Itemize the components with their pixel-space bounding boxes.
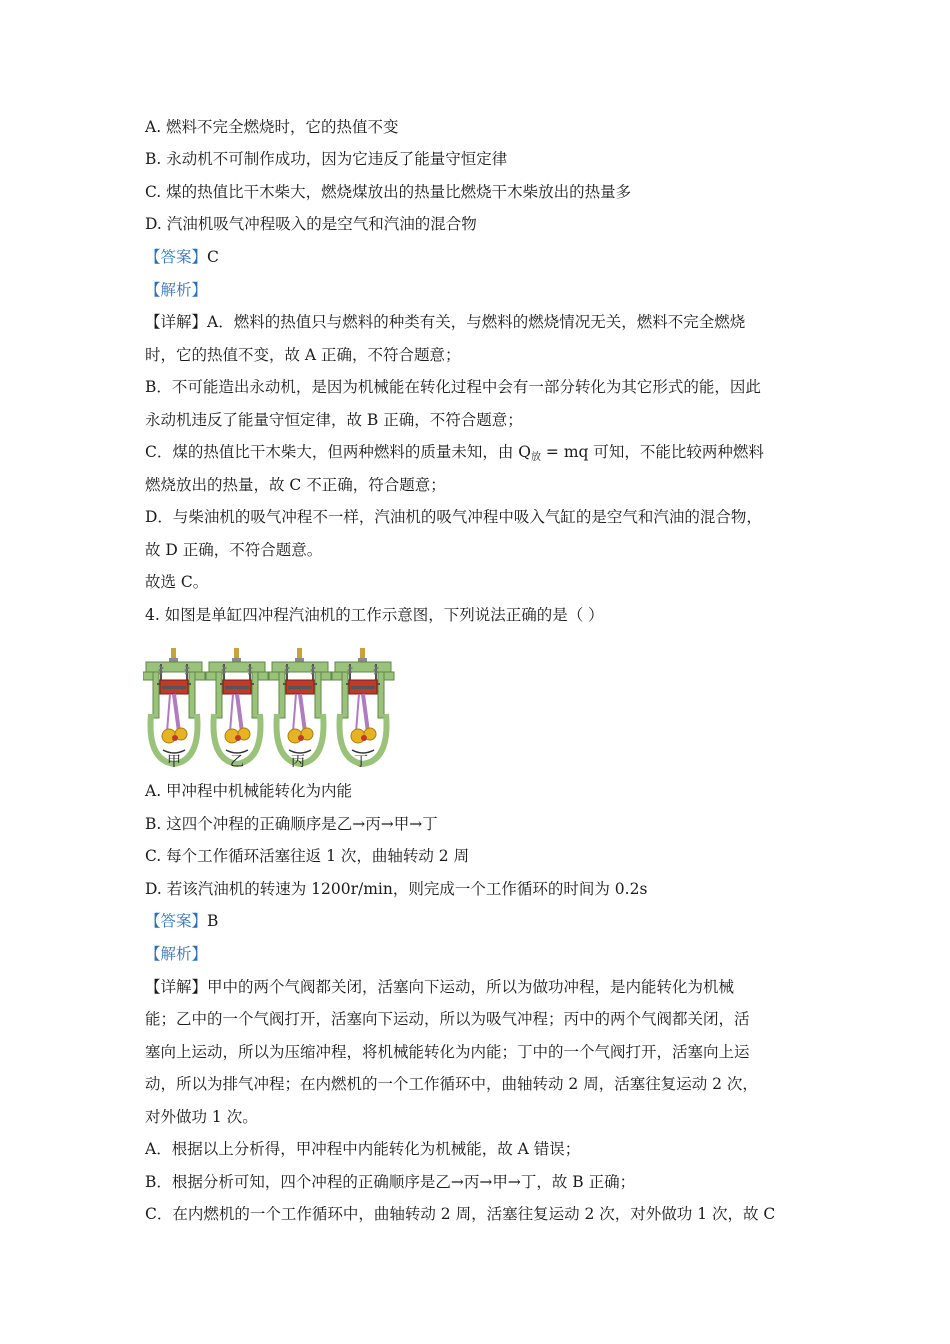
q4-analysis-tag: 【解析】: [145, 945, 208, 963]
figure-label-ding: 丁: [354, 754, 368, 770]
figure-label-bing: 丙: [291, 754, 305, 770]
figure-label-yi: 乙: [230, 754, 244, 770]
q4-detail-line-1: [145, 977, 734, 997]
q3-answer-line: [145, 247, 219, 267]
q4-detail-line-4: 动，所以为排气冲程；在内燃机的一个工作循环中，曲轴转动 2 周，活塞往复运动 2 次，: [145, 1075, 758, 1093]
q3-option-b: B. 永动机不可制作成功，因为它违反了能量守恒定律: [145, 150, 508, 168]
q3-detail-line-1: [145, 312, 745, 332]
q4-option-a: A. 甲冲程中机械能转化为内能: [145, 782, 353, 800]
engine-乙: [206, 648, 268, 764]
q3-option-c: C. 煤的热值比干木柴大，燃烧煤放出的热量比燃烧干木柴放出的热量多: [145, 183, 632, 201]
q4-option-c: C. 每个工作循环活塞往返 1 次，曲轴转动 2 周: [145, 847, 470, 865]
q3-option-a: A. 燃料不完全燃烧时，它的热值不变: [145, 118, 399, 136]
q3-c-line-post: = mq 可知，不能比较两种燃料: [541, 443, 764, 461]
q3-detail-line-3: B．不可能造出永动机，是因为机械能在转化过程中会有一部分转化为其它形式的能，因此: [145, 378, 761, 396]
q3-detail-text-1: A．燃料的热值只与燃料的种类有关，与燃料的燃烧情况无关，燃料不完全燃烧: [207, 313, 746, 331]
engine-丙: [269, 648, 331, 764]
q4-answer-tag: 【答案】: [145, 912, 208, 930]
q4-detail-line-2: 能；乙中的一个气阀打开，活塞向下运动，所以为吸气冲程；丙中的两个气阀都关闭，活: [145, 1010, 750, 1028]
engine-丁: [332, 648, 394, 764]
q4-answer-value: B: [207, 912, 219, 930]
q3-detail-line-6: 燃烧放出的热量，故 C 不正确，符合题意；: [145, 476, 446, 494]
q3-c-line-pre: C．煤的热值比干木柴大，但两种燃料的质量未知，由 Q: [145, 443, 531, 461]
q4-detail-line-6: A．根据以上分析得，甲冲程中内能转化为机械能，故 A 错误；: [145, 1140, 581, 1158]
q3-detail-line-8: 故 D 正确，不符合题意。: [145, 541, 323, 559]
q4-detail-line-3: 塞向上运动，所以为压缩冲程，将机械能转化为内能；丁中的一个气阀打开，活塞向上运: [145, 1043, 750, 1061]
q4-answer-line: [145, 911, 218, 931]
q3-detail-line-2: 时，它的热值不变，故 A 正确，不符合题意；: [145, 346, 461, 364]
q3-answer-value: C: [207, 248, 219, 266]
q4-option-b: B. 这四个冲程的正确顺序是乙→丙→甲→丁: [145, 815, 438, 833]
q3-detail-tag: 【详解】: [145, 313, 208, 331]
q4-detail-text-1: 甲中的两个气阀都关闭，活塞向下运动，所以为做功冲程，是内能转化为机械: [207, 978, 735, 996]
q4-option-d: D. 若该汽油机的转速为 1200r/min，则完成一个工作循环的时间为 0.2s: [145, 880, 648, 898]
q4-detail-line-5: 对外做功 1 次。: [145, 1108, 258, 1126]
q3-conclusion: 故选 C。: [145, 573, 209, 591]
engine-甲: [143, 648, 205, 764]
q3-c-line-subscript: 放: [531, 452, 541, 463]
q4-detail-line-7: B．根据分析可知，四个冲程的正确顺序是乙→丙→甲→丁，故 B 正确；: [145, 1173, 636, 1191]
q3-answer-tag: 【答案】: [145, 248, 208, 266]
q4-detail-line-8: C．在内燃机的一个工作循环中，曲轴转动 2 周，活塞往复运动 2 次，对外做功 1 次，故 C: [145, 1205, 776, 1223]
q4-stem: 4. 如图是单缸四冲程汽油机的工作示意图，下列说法正确的是（ ）: [145, 606, 604, 624]
q3-detail-line-4: 永动机违反了能量守恒定律，故 B 正确，不符合题意；: [145, 411, 523, 429]
q3-detail-line-7: D．与柴油机的吸气冲程不一样，汽油机的吸气冲程中吸入气缸的是空气和汽油的混合物，: [145, 508, 762, 526]
q3-analysis-tag: 【解析】: [145, 281, 208, 299]
q3-detail-line-5: [145, 442, 764, 468]
q4-detail-tag: 【详解】: [145, 978, 208, 996]
figure-label-jia: 甲: [167, 754, 181, 770]
q3-option-d: D. 汽油机吸气冲程吸入的是空气和汽油的混合物: [145, 215, 477, 233]
